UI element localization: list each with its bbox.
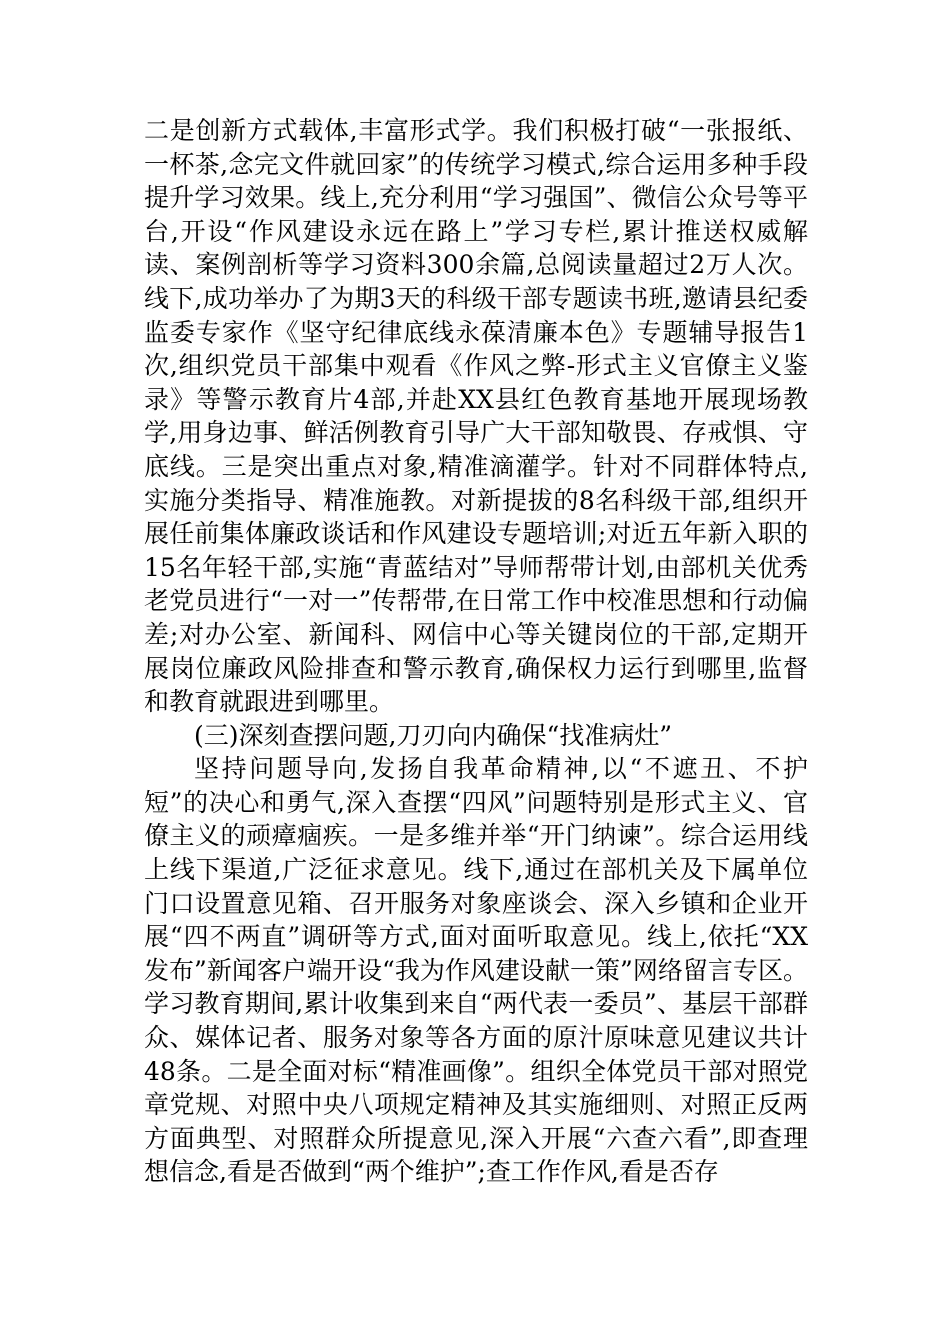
document-body xyxy=(144,114,808,1189)
body-paragraph: 坚持问题导向,发扬自我革命精神,以“不遮丑、不护短”的决心和勇气,深入查摆“四风”问题特别是形式主义、官僚主义的顽瘴痼疾。一是多维并举“开门纳谏”。综合运用线上线下渠道,广泛征求意见。线下,通过在部机关及下属单位门口设置意见箱、召开服务对象座谈会、深入乡镇和企业开展“四不两直”调研等方式,面对面听取意见。线上,依托“XX发布”新闻客户端开设“我为作风建设献一策”网络留言专区。学习教育期间,累计收集到来自“两代表一委员”、基层干部群众、媒体记者、服务对象等各方面的原汁原味意见建议共计48条。二是全面对标“精准画像”。组织全体党员干部对照党章党规、对照中央八项规定精神及其实施细则、对照正反两方面典型、对照群众所提意见,深入开展“六查六看”,即查理想信念,看是否做到“两个维护”;查工作作风,看是否存 xyxy=(144,754,808,1187)
body-paragraph: 二是创新方式载体,丰富形式学。我们积极打破“一张报纸、一杯茶,念完文件就回家”的传统学习模式,综合运用多种手段提升学习效果。线上,充分利用“学习强国”、微信公众号等平台,开设“作风建设永远在路上”学习专栏,累计推送权威解读、案例剖析等学习资料300余篇,总阅读量超过2万人次。线下,成功举办了为期3天的科级干部专题读书班,邀请县纪委监委专家作《坚守纪律底线永葆清廉本色》专题辅导报告1次,组织党员干部集中观看《作风之弊-形式主义官僚主义鉴录》等警示教育片4部,并赴XX县红色教育基地开展现场教学,用身边事、鲜活例教育引导广大干部知敬畏、存戒惧、守底线。三是突出重点对象,精准滴灌学。针对不同群体特点,实施分类指导、精准施教。对新提拔的8名科级干部,组织开展任前集体廉政谈话和作风建设专题培训;对近五年新入职的15名年轻干部,实施“青蓝结对”导师帮带计划,由部机关优秀老党员进行“一对一”传帮带,在日常工作中校准思想和行动偏差;对办公室、新闻科、网信中心等关键岗位的干部,定期开展岗位廉政风险排查和警示教育,确保权力运行到哪里,监督和教育就跟进到哪里。 xyxy=(144,116,808,717)
section-heading: (三)深刻查摆问题,刀刃向内确保“找准病灶” xyxy=(194,720,673,750)
